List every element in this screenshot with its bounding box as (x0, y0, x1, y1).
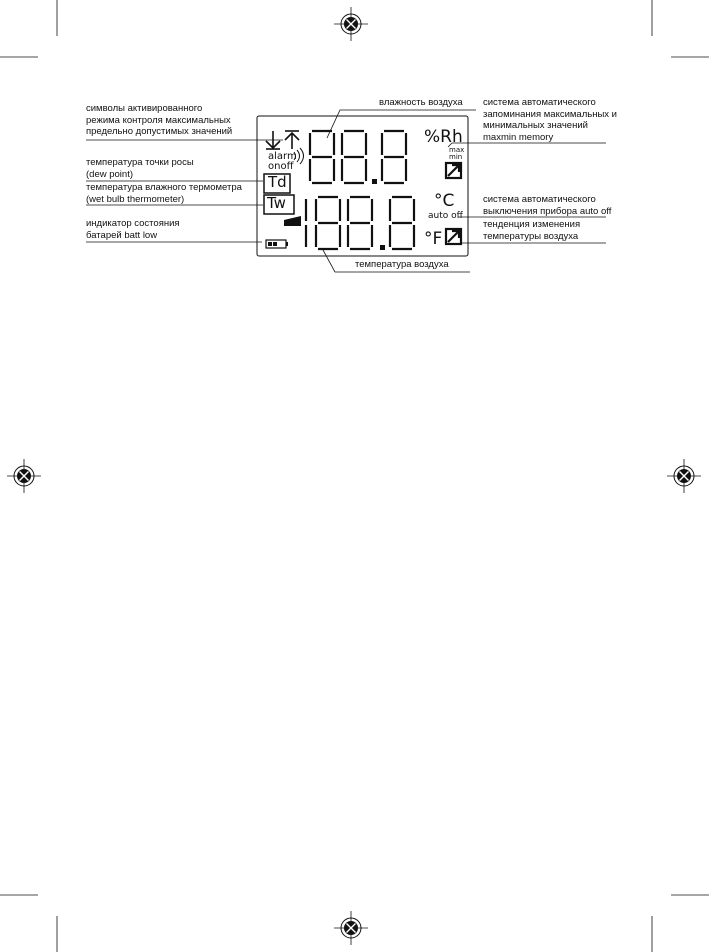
td-text: Td (268, 173, 287, 191)
min-text: min (449, 153, 463, 161)
minus-sign-icon (284, 216, 301, 226)
humidity-digits (310, 131, 406, 183)
label-maxmin-memory: система автоматического запоминания максимальных и минимальных значений maxmin memory (483, 97, 617, 143)
label-air-temperature: температура воздуха (355, 259, 449, 270)
label-auto-off: система автоматического выключения прибора auto off (483, 194, 612, 217)
humidity-decimal-point (372, 179, 377, 184)
label-alarm-symbols: символы активированного режима контроля максимальных предельно допустимых значений (86, 103, 233, 137)
celsius-unit: °C (434, 191, 455, 211)
rh-unit: %Rh (424, 127, 463, 147)
max-text: max (449, 146, 465, 154)
arrow-up-icon (285, 131, 299, 149)
onoff-text: onoff (268, 161, 294, 172)
label-battery: индикатор состояния батарей batt low (86, 218, 180, 241)
trend-arrow-icon (446, 229, 461, 244)
label-wet-bulb: температура влажного термометра (wet bulb thermometer) (86, 182, 242, 205)
temperature-decimal-point (380, 245, 385, 250)
battery-icon (266, 240, 288, 248)
tw-text: Tw (267, 194, 286, 212)
label-humidity: влажность воздуха (379, 97, 463, 108)
label-trend: тенденция изменения температуры воздуха (483, 219, 581, 242)
leader-line-maxmin (448, 143, 606, 147)
label-dew-point: температура точки росы (dew point) (86, 157, 194, 180)
alarm-text: alarm (268, 151, 297, 162)
fahrenheit-unit: °F (424, 229, 443, 249)
trend-arrow-icon (446, 163, 461, 178)
temperature-digits (306, 197, 414, 249)
auto-off-text: auto off (428, 211, 463, 221)
